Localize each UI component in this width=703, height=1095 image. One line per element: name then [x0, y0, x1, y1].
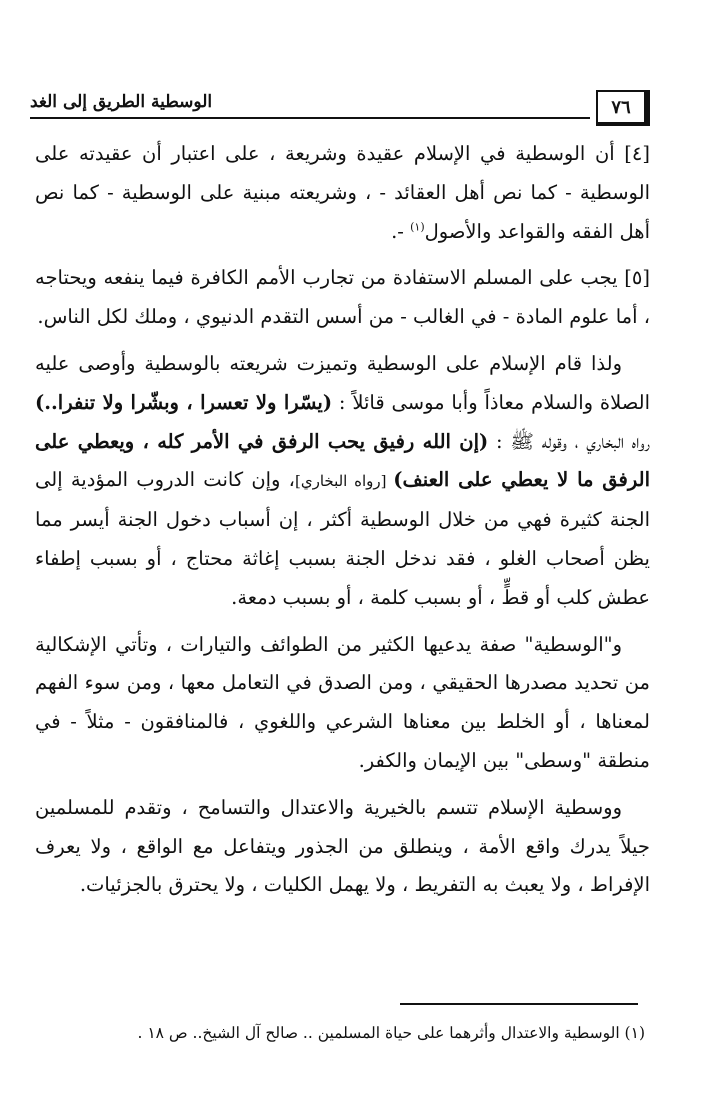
header-rule: [30, 117, 590, 119]
paragraph-5: [٥] يجب على المسلم الاستفادة من تجارب الأمم الكافرة فيما ينفعه ويحتاجه ، أما علوم المادة - في الغالب - من أسس التقدم الدنيوي ، وملك لكل الناس.: [35, 266, 650, 329]
page-number: ٧٦: [596, 90, 650, 126]
page-header: [30, 90, 650, 126]
footnote-rule: [400, 1003, 638, 1005]
paragraph-6-mid: رواه البخاري ، وقوله ﷺ :: [488, 429, 650, 453]
paragraph-8: ووسطية الإسلام تتسم بالخيرية والاعتدال والتسامح ، وتقدم للمسلمين جيلاً يدرك واقع الأمة ، وينطلق من الجذور ويتفاعل مع الواقع ، ولا يعرف الإفراط ، ولا يعبث به التفريط ، ولا يهمل الكليات ، ولا يحترق بالجزئيات.: [35, 795, 650, 897]
hadith-quote-1: (يسّرا ولا تعسرا ، وبشّرا ولا تنفرا..): [35, 390, 333, 414]
hadith-quote-2: (إن الله رفيق يحب الرفق في الأمر كله ، ويعطي على الرفق ما لا يعطي على العنف): [35, 429, 650, 492]
paragraph-7: و"الوسطية" صفة يدعيها الكثير من الطوائف والتيارات ، وتأتي الإشكالية من تحديد مصدرها الحقيقي ، ومن الصدق في التعامل معها ، ومن سوء الفهم لمعناها ، أو الخلط بين معناها الشرعي واللغوي ، فالمنافقون - مثلاً - في منطقة "وسطى" بين الإيمان والكفر.: [35, 632, 650, 772]
paragraph-6-intro: ولذا قام الإسلام على الوسطية وتميزت شريعته بالوسطية وأوصى عليه الصلاة والسلام معاذاً وأبا موسى قائلاً :: [35, 351, 650, 414]
running-title: الوسطية الطريق إلى الغد: [30, 92, 213, 112]
citation: [رواه البخاري]: [294, 472, 394, 491]
footnote: (١) الوسطية والاعتدال وأثرهما على حياة المسلمين .. صالح آل الشيخ.. ص ١٨ .: [137, 1024, 645, 1042]
paragraph-4-end: -.: [391, 219, 411, 243]
paragraph-6: [35, 345, 650, 618]
paragraph-4: [35, 135, 650, 251]
footnote-ref[interactable]: (١): [410, 220, 425, 234]
main-text: [35, 135, 650, 913]
paragraph-6-rest: ، وإن كانت الدروب المؤدية إلى الجنة كثيرة فهي من خلال الوسطية أكثر ، إن أسباب دخول الجنة أيسر مما يظن أصحاب الغلو ، فقد ندخل الجنة بسبب إغاثة محتاج ، أو بسبب إطفاء عطش كلب أو قطٍّ ، أو بسبب كلمة ، أو بسبب دمعة.: [35, 468, 650, 609]
paragraph-4-text: [٤] أن الوسطية في الإسلام عقيدة وشريعة ، على اعتبار أن عقيدته على الوسطية - كما نص أهل العقائد - ، وشريعته مبنية على الوسطية - كما نص أهل الفقه والقواعد والأصول: [35, 142, 650, 243]
